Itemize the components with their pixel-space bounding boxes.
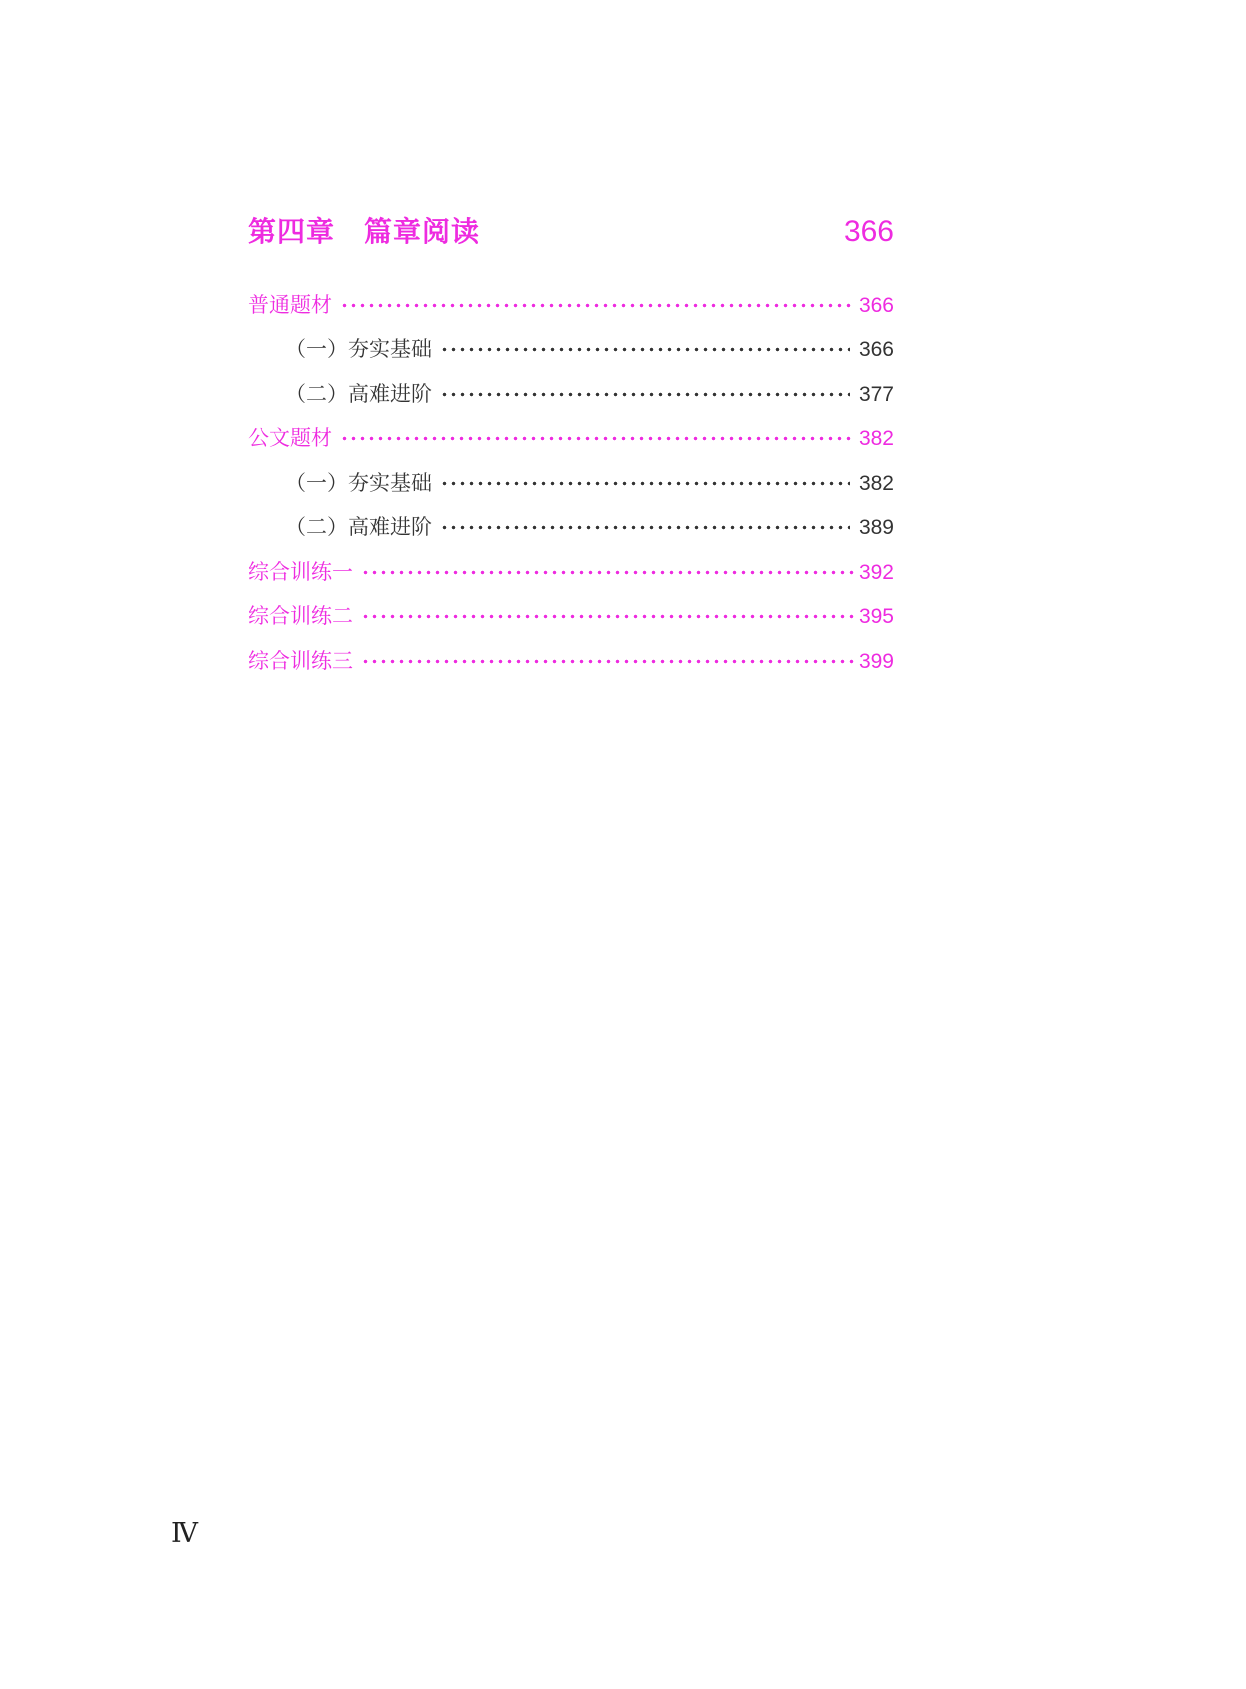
chapter-title: 第四章 篇章阅读 — [248, 216, 481, 247]
toc-entry-page: 377 — [858, 382, 894, 406]
dot-leader — [340, 428, 854, 449]
toc-entry-page: 382 — [858, 471, 894, 495]
dot-leader — [340, 295, 854, 316]
dot-leader — [361, 651, 854, 672]
folio-page-number: Ⅳ — [171, 1518, 198, 1549]
toc-entry-page: 399 — [858, 649, 894, 673]
dot-leader — [440, 384, 850, 405]
dot-leader — [361, 562, 854, 583]
toc-entry — [248, 372, 894, 417]
toc-entry-title: 综合训练一 — [248, 560, 353, 584]
toc-entry-page: 366 — [858, 338, 894, 362]
toc-entry — [248, 328, 894, 373]
toc-entry — [248, 283, 894, 328]
toc-entry — [248, 639, 894, 684]
toc-entry-page: 382 — [858, 427, 894, 451]
toc-entry-page: 389 — [858, 516, 894, 540]
dot-leader — [440, 339, 850, 360]
toc-entry-list — [248, 283, 894, 684]
toc-entry-title: （二）高难进阶 — [285, 382, 432, 406]
toc-entry — [248, 550, 894, 595]
toc-entry-title: 普通题材 — [248, 293, 332, 317]
chapter-header — [248, 210, 894, 250]
toc-entry — [248, 506, 894, 551]
toc-entry-title: 综合训练二 — [248, 605, 353, 629]
toc-entry-title: （一）夯实基础 — [285, 471, 432, 495]
toc-entry-title: 综合训练三 — [248, 649, 353, 673]
toc-entry — [248, 595, 894, 640]
toc-entry-title: （一）夯实基础 — [285, 338, 432, 362]
toc-entry-page: 392 — [858, 560, 894, 584]
toc-entry-page: 395 — [858, 605, 894, 629]
toc-entry — [248, 461, 894, 506]
toc-entry-page: 366 — [858, 293, 894, 317]
toc-entry-title: （二）高难进阶 — [285, 516, 432, 540]
dot-leader — [361, 606, 854, 627]
chapter-page-number: 366 — [843, 215, 894, 248]
toc-entry — [248, 417, 894, 462]
dot-leader — [440, 517, 850, 538]
toc-entry-title: 公文题材 — [248, 427, 332, 451]
dot-leader — [440, 473, 850, 494]
